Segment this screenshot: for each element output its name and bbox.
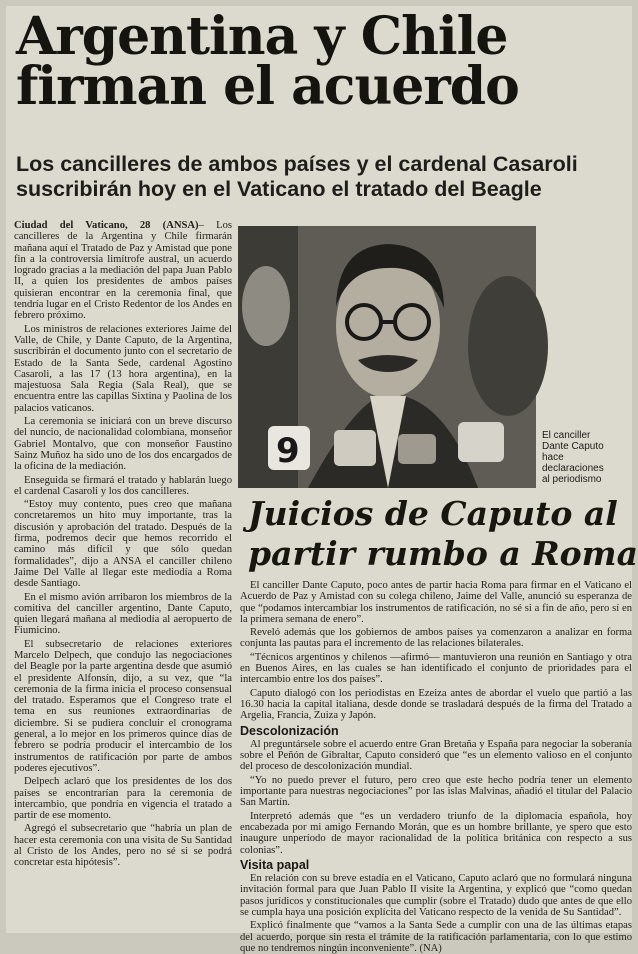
paragraph: Delpech aclaró que los presidentes de los dos países se encontrarían para la ceremonia de intercambio, que pondría en vigencia el tratado a partir de ese momento. [14,776,232,822]
caption-line: declaraciones [542,463,604,474]
headline-line-1: Argentina y Chile [16,6,508,67]
paragraph: Explicó finalmente que “vamos a la Santa Sede a cumplir con una de las últimas etapas del acuerdo, porque sin resta el trámite de la ratificación parlamentaria, con lo que estimo que no tendremos ningún inconveniente”. (NA) [240,920,632,954]
press-photo [238,226,536,488]
paragraph: “Estoy muy contento, pues creo que mañana concretaremos un hito muy importante, tras la discusión y aprobación del tratado. Después de la firma, podremos decir que hemos recorrido el camino más difícil y que sólo quedan formalidades”, dijo a ANSA el canciller chileno Jaime Del Valle al llegar este mediodía a Roma desde Santiago. [14,499,232,590]
paragraph: Reveló además que los gobiernos de ambos países ya comenzaron a analizar en forma conjunta las pautas para el incremento de las relaciones bilaterales. [240,627,632,650]
left-article-column [14,220,232,925]
caption-line: Dante Caputo [542,441,604,452]
second-article-body [240,580,632,954]
caption-line: hace [542,452,564,463]
paragraph: En relación con su breve estadía en el Vaticano, Caputo aclaró que no formulará ninguna invitación formal para que Juan Pablo II visite la Argentina, y explicó que “como quedan pasos jurídicos y constitucionales que cumplir (sobre el Tratado) dudo que antes de que ello se cumpla haya una posición explícita del Vaticano respecto de la venida de Su Santidad”. [240,873,632,919]
second-article-title: Juicios de Caputo al partir rumbo a Roma [248,494,638,573]
caption-line: El canciller [542,430,591,441]
newspaper-page [6,6,638,954]
section-title-descolonizacion: Descolonización [240,723,339,738]
paragraph: Los ministros de relaciones exteriores Jaime del Valle, de Chile, y Dante Caputo, de la Argentina, suscribirán el documento junto con el secretario de Estado de la Santa Sede, cardenal Agostino Casaroli, a las 17 (13 hora argentina), en la majestuosa Sala Regia (Sala Real), que se encuentra entre las capillas Sixtina y Paolina de los palacios vaticanos. [14,323,232,414]
paragraph: Al preguntársele sobre el acuerdo entre Gran Bretaña y España para negociar la soberanía sobre el Peñón de Gibraltar, Caputo consideró que “es un elemento valioso en el conjunto del proceso de descolonización mundial. [240,738,632,773]
paragraph: “Yo no puedo prever el futuro, pero creo que este hecho podría tener un elemento importante para nuestras negociaciones” por las islas Malvinas, añadió el titular del Palacio San Martín. [240,774,632,809]
paragraph: El subsecretario de relaciones exteriores Marcelo Delpech, que condujo las negociaciones del Beagle por la parte argentina desde que asumió el presidente Alfonsín, dijo, a su vez, que “la ceremonia de la firma inicia el proceso consensual del tratado. Esperamos que el Congreso trate el tema en sus reuniones extraordinarias de diciembre. Si se pudiera concluir el cronograma general, a lo mejor en los primeros quince días de febrero se podría producir el intercambio de los instrumentos de ratificación por parte de ambos poderes ejecutivos”. [14,638,232,774]
headline-line-2: firman el acuerdo [16,56,519,117]
paragraph: Enseguida se firmará el tratado y hablarán luego el cardenal Casaroli y los dos cancilleres. [14,474,232,497]
photo-caption [542,430,626,485]
subhead-line-1: Los cancilleres de ambos países y el cardenal Casaroli [16,152,578,176]
main-headline [16,6,622,117]
caption-line: al periodismo [542,474,602,485]
section-title-visita-papal: Visita papal [240,857,310,872]
paragraph: Agregó el subsecretario que “habría un plan de hacer esta ceremonia con una visita de Su Santidad al Cristo de los Andes, pero no sé si se podrá concretar esta hipótesis”. [14,823,232,869]
paragraph: “Técnicos argentinos y chilenos —afirmó— mantuvieron una reunión en Santiago y otra en Buenos Aires, en las cuales se han identificado el conjunto de prioridades para el intercambio entre los dos países”. [240,651,632,686]
svg-text:9: 9 [276,431,300,471]
paragraph: Caputo dialogó con los periodistas en Ezeiza antes de abordar el vuelo que partió a las 16.30 hacia la capital italiana, desde donde se trasladará después de la firma del Tratado a Argelia, Francia, Zuiza y Japón. [240,687,632,722]
paragraph: La ceremonia se iniciará con un breve discurso del nuncio, de nacionalidad colombiana, monseñor Gabriel Montalvo, que con monseñor Faustino Sainz Muñoz ha sido uno de los dos encargados de la oficina de la mediación. [14,416,232,473]
paragraph-text: – Los cancilleres de la Argentina y Chile firmarán mañana aquí el Tratado de Paz y Amistad que pone fin a la controversia limítrofe austral, un acuerdo logrado gracias a la mediación del papa Juan Pablo II, a quien los presidentes de ambos países quisieran encontrar en la ceremonia final, que tendría lugar en el Cristo Redentor de los Andes en febrero próximo. [14,220,233,322]
dateline: Ciudad del Vaticano, 28 (ANSA) [14,220,199,231]
paragraph: Interpretó además que “es un verdadero triunfo de la diplomacia española, hoy encabezada por mi amigo Fernando Morán, que es un hombre brillante, ye spero que esto inaugure unperíodo de mayor racionalidad de la política británica con respecto a sus colonias”. [240,810,632,856]
paragraph: En el mismo avión arribaron los miembros de la comitiva del canciller argentino, Dante Caputo, quien llegará mañana al mediodía al aeropuerto de Fiumicino. [14,591,232,637]
paragraph [14,220,232,322]
subhead-line-2: suscribirán hoy en el Vaticano el tratado del Beagle [16,177,542,201]
press-photo-illustration [238,226,536,488]
subheadline [16,152,626,202]
paragraph: El canciller Dante Caputo, poco antes de partir hacia Roma para firmar en el Vaticano el Acuerdo de Paz y Amistad con su colega chileno, Jaime del Valle, anunció su esperanza de que “podamos intercambiar los instrumentos de ratificación, no sé si a fin de año, pero sí en la primera semana de enero”. [240,580,632,625]
